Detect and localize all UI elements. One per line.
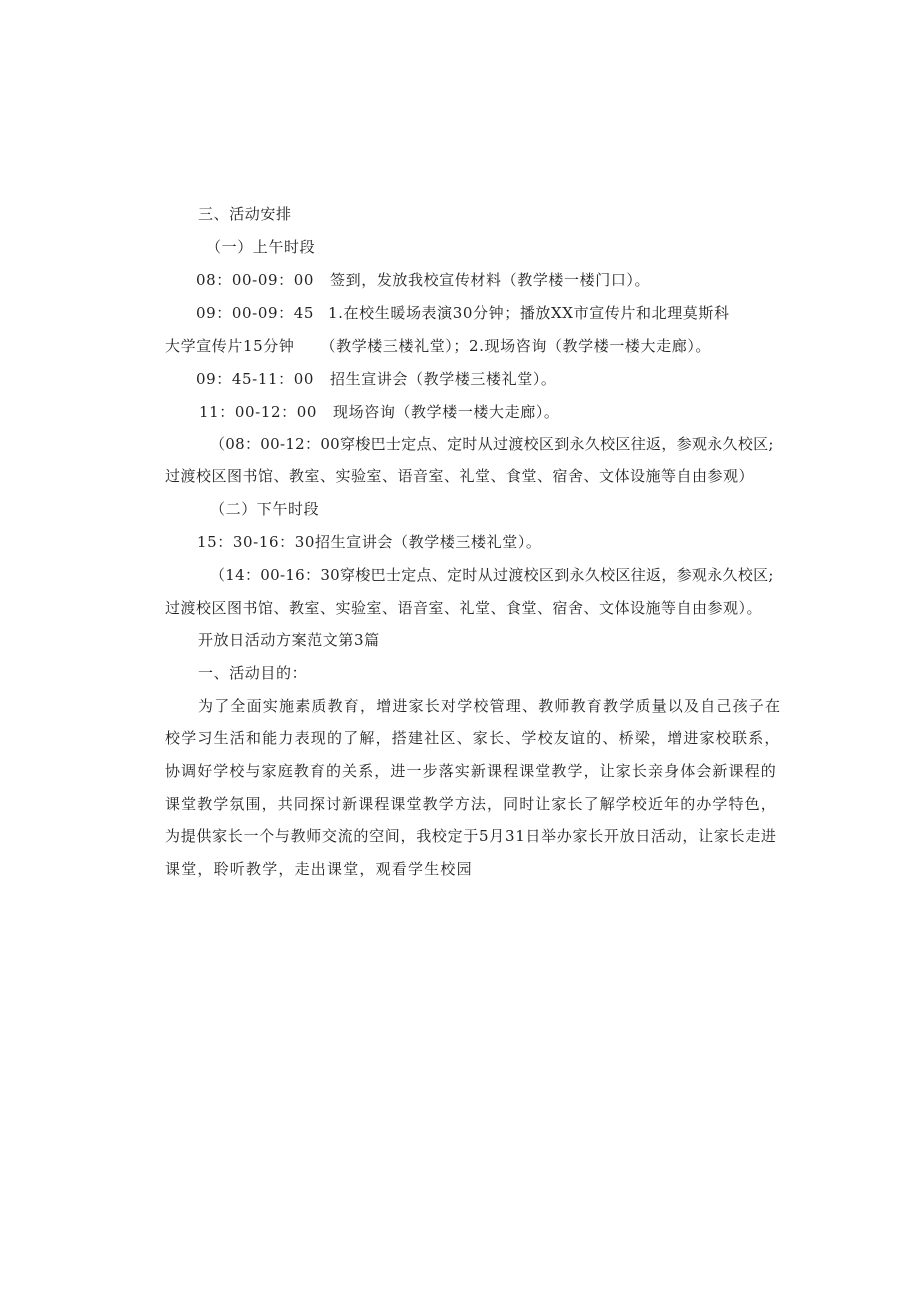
- morning-heading: （一）上午时段: [206, 238, 316, 256]
- schedule-row-morning-1: [196, 270, 650, 290]
- schedule-text: 大学宣传片15分钟: [165, 337, 295, 355]
- schedule-time: 08：00-09：00: [196, 271, 315, 289]
- purpose-paragraph-line: 为了全面实施素质教育，增进家长对学校管理、教师教育教学质量以及自己孩子在: [198, 697, 782, 715]
- schedule-text: 1.在校生暖场表演30分钟；播放XX市宣传片和北理莫斯科: [328, 304, 730, 322]
- schedule-row-morning-3: [196, 369, 557, 389]
- schedule-time: 09：45-11：00: [196, 370, 315, 388]
- schedule-row-afternoon-1: 15：30-16：30招生宣讲会（教学楼三楼礼堂）。: [197, 533, 542, 551]
- schedule-row-morning-4: [199, 402, 560, 422]
- section-heading: 三、活动安排: [198, 205, 292, 223]
- purpose-paragraph-line: 协调好学校与家庭教育的关系，进一步落实新课程课堂教学，让家长亲身体会新课程的: [165, 762, 777, 780]
- schedule-row-morning-2: [196, 303, 730, 323]
- schedule-text: （教学楼三楼礼堂）；2.现场咨询（教学楼一楼大走廊）。: [320, 337, 712, 355]
- afternoon-heading: （二）下午时段: [210, 500, 320, 518]
- schedule-time: 09：00-09：45: [196, 304, 315, 322]
- purpose-paragraph-line: 课堂，聆听教学，走出课堂，观看学生校园: [165, 860, 473, 878]
- schedule-row-morning-2-continued: [165, 336, 711, 356]
- morning-note-line-2: 过渡校区图书馆、教室、实验室、语音室、礼堂、食堂、宿舍、文体设施等自由参观）: [165, 467, 755, 485]
- schedule-text: 签到，发放我校宣传材料（教学楼一楼门口）。: [330, 271, 651, 289]
- schedule-text: 招生宣讲会（教学楼三楼礼堂）。: [330, 370, 557, 388]
- purpose-heading: 一、活动目的：: [198, 664, 308, 682]
- purpose-paragraph-line: 课堂教学氛围，共同探讨新课程课堂教学方法，同时让家长了解学校近年的办学特色，: [165, 795, 777, 813]
- purpose-paragraph-line: 校学习生活和能力表现的了解，搭建社区、家长、学校友谊的、桥梁，增进家校联系，: [165, 729, 781, 747]
- afternoon-note-line-1: （14：00-16：30穿梭巴士定点、定时从过渡校区到永久校区往返，参观永久校区;: [210, 566, 774, 584]
- article-title: 开放日活动方案范文第3篇: [198, 631, 380, 649]
- schedule-time: 11：00-12：00: [199, 403, 318, 421]
- morning-note-line-1: （08：00-12：00穿梭巴士定点、定时从过渡校区到永久校区往返，参观永久校区;: [210, 435, 774, 453]
- afternoon-note-line-2: 过渡校区图书馆、教室、实验室、语音室、礼堂、食堂、宿舍、文体设施等自由参观）。: [165, 599, 763, 617]
- schedule-text: 现场咨询（教学楼一楼大走廊）。: [333, 403, 560, 421]
- purpose-paragraph-line: 为提供家长一个与教师交流的空间，我校定于5月31日举办家长开放日活动，让家长走进: [165, 827, 777, 845]
